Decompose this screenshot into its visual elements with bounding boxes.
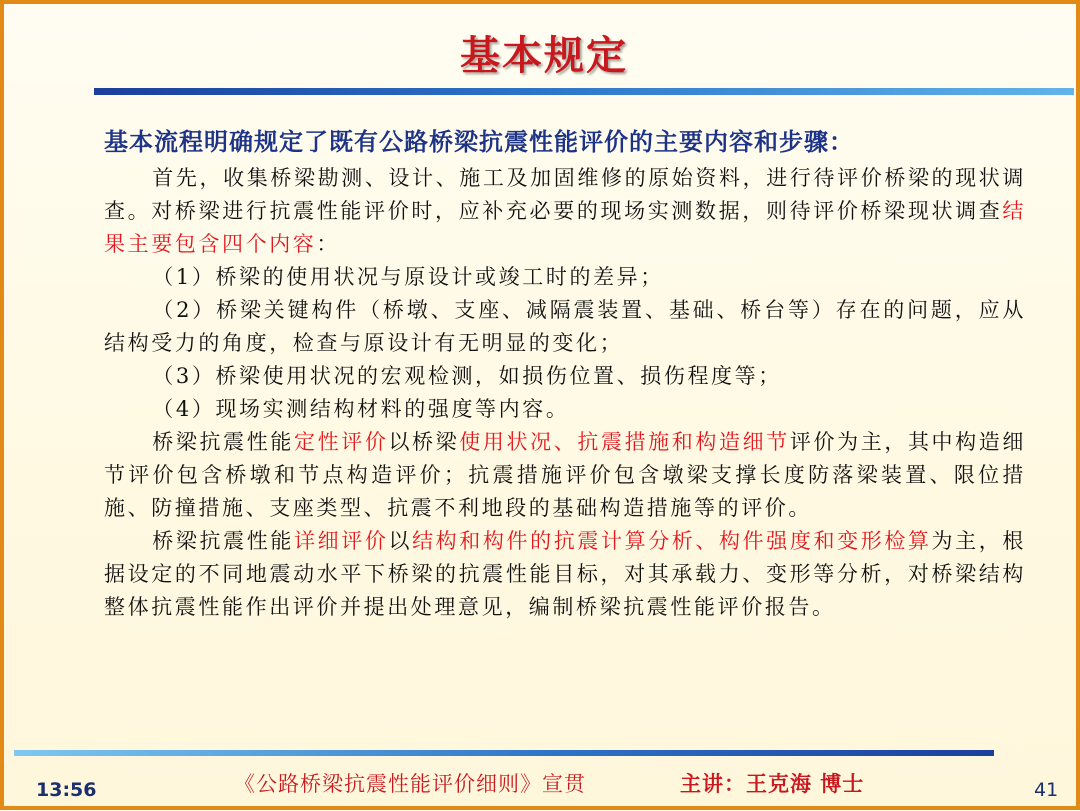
- qualitative-highlight-1: 定性评价: [293, 430, 389, 454]
- list-item: （4）现场实测结构材料的强度等内容。: [152, 397, 570, 421]
- detailed-text-c: 为主，根据设定的不同地震动水平下桥梁的抗震性能目标，对其承载力、变形等分析，对桥梁结构整体抗震性能作出评价并提出处理意见，编制桥梁抗震性能评价报告。: [104, 529, 1026, 619]
- detailed-text-a: 桥梁抗震性能: [152, 529, 294, 553]
- intro-highlight: 结果主要包含四个内容: [104, 199, 1026, 256]
- detailed-highlight-2: 结构和构件的抗震计算分析、构件强度和变形检算: [412, 529, 932, 553]
- paragraph-intro: [104, 162, 1026, 261]
- title-underline: [94, 88, 1074, 95]
- intro-text: 首先，收集桥梁勘测、设计、施工及加固维修的原始资料，进行待评价桥梁的现状调查。对桥梁进行抗震性能评价时，应补充必要的现场实测数据，则待评价桥梁现状调查: [104, 166, 1026, 223]
- detailed-text-b: 以: [388, 529, 413, 553]
- list-item: （2）桥梁关键构件（桥墩、支座、减隔震装置、基础、桥台等）存在的问题，应从结构受力的角度，检查与原设计有无明显的变化；: [104, 298, 1026, 355]
- qualitative-text-c: 评价为主，其中构造细节评价包含桥墩和节点构造评价；抗震措施评价包含墩梁支撑长度防落梁装置、限位措施、防撞措施、支座类型、抗震不利地段的基础构造措施等的评价。: [104, 430, 1026, 520]
- list-item: （3）桥梁使用状况的宏观检测，如损伤位置、损伤程度等；: [152, 364, 782, 388]
- page-number: 41: [1034, 779, 1059, 801]
- footer-rule: [14, 750, 994, 756]
- qualitative-highlight-2: 使用状况、抗震措施和构造细节: [459, 430, 790, 454]
- paragraph-qualitative: [104, 426, 1026, 525]
- footer-time: 13:56: [36, 779, 97, 801]
- intro-colon: ：: [316, 232, 341, 256]
- footer-speaker: 主讲：王克海 博士: [680, 771, 865, 796]
- qualitative-text-a: 桥梁抗震性能: [152, 430, 294, 454]
- list-item: （1）桥梁的使用状况与原设计或竣工时的差异；: [152, 265, 664, 289]
- qualitative-text-b: 以桥梁: [388, 430, 460, 454]
- detailed-highlight-1: 详细评价: [293, 529, 389, 553]
- footer-course-title: 《公路桥梁抗震性能评价细则》宣贯: [234, 772, 586, 796]
- content-body: [104, 162, 1026, 624]
- paragraph-detailed: [104, 525, 1026, 624]
- slide-title: 基本规定: [460, 33, 628, 79]
- section-heading: 基本流程明确规定了既有公路桥梁抗震性能评价的主要内容和步骤：: [104, 127, 854, 156]
